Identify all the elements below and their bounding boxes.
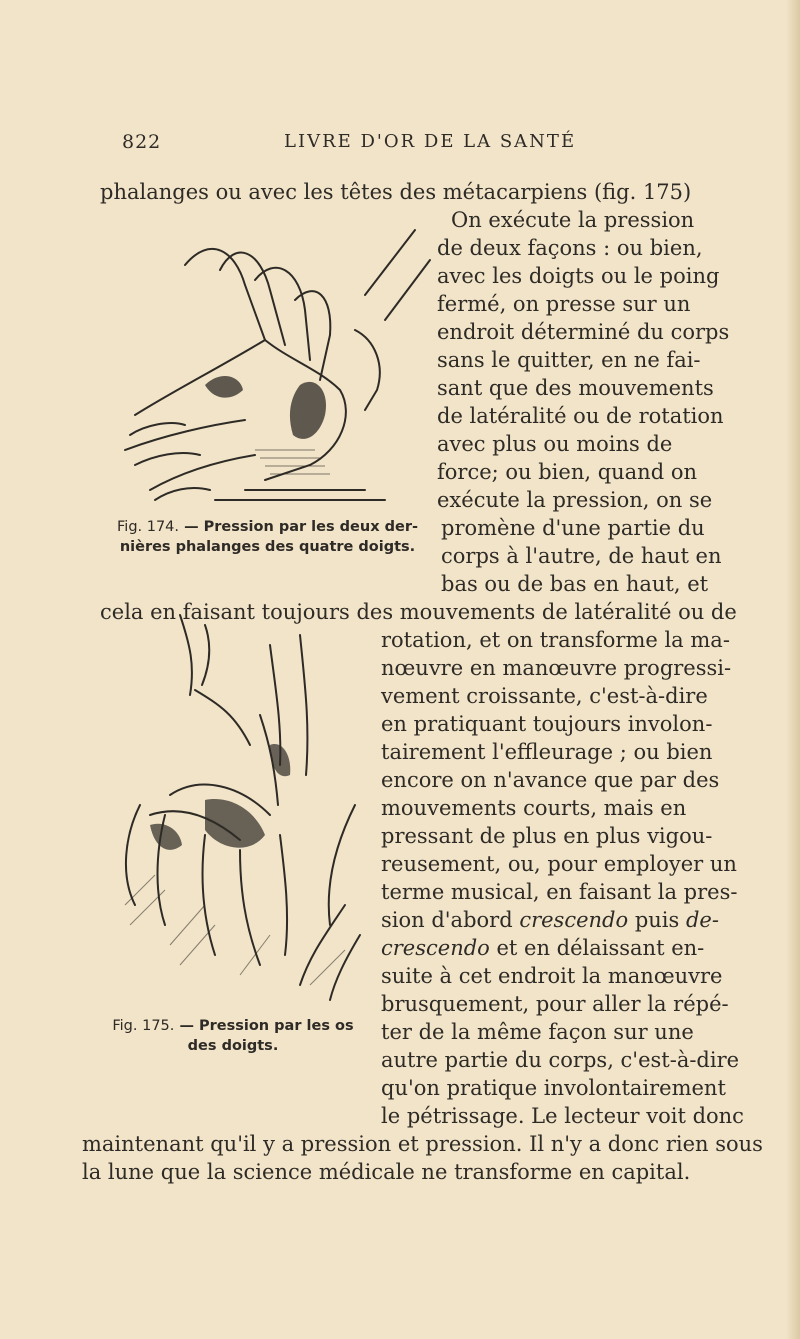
figure-174-caption [100, 517, 435, 557]
italic-crescendo-end: crescendo [381, 936, 490, 960]
text-line: de deux façons : ou bien, [437, 236, 703, 260]
text-line: bas ou de bas en haut, et [441, 572, 709, 596]
text-line: reusement, ou, pour employer un [381, 852, 737, 876]
text-line: cela en faisant toujours des mouvements de latéralité ou de [100, 600, 737, 624]
page-edge-shadow [786, 0, 800, 1339]
text-line: la lune que la science médicale ne transforme en capital. [82, 1160, 691, 1184]
running-title: LIVRE D'OR DE LA SANTÉ [284, 131, 577, 152]
text-segment: puis [628, 908, 686, 932]
text-line: force; ou bien, quand on [437, 460, 697, 484]
text-line: terme musical, en faisant la pres- [381, 880, 738, 904]
text-line: exécute la pression, on se [437, 488, 713, 512]
text-line: mouvements courts, mais en [381, 796, 687, 820]
text-line: ter de la même façon sur une [381, 1020, 694, 1044]
text-line: maintenant qu'il y a pression et pression. Il n'y a donc rien sous [82, 1132, 763, 1156]
text-line: pressant de plus en plus vigou- [381, 824, 713, 848]
text-line: le pétrissage. Le lecteur voit donc [381, 1104, 744, 1128]
text-line: sans le quitter, en ne fai- [437, 348, 701, 372]
text-line [381, 934, 704, 962]
figure-175-caption-line1: — Pression par les os [179, 1018, 354, 1034]
text-line: promène d'une partie du [441, 516, 705, 540]
italic-decrescendo-part: de- [685, 908, 719, 932]
figure-175-caption-line2: des doigts. [187, 1038, 279, 1054]
figure-175-label: Fig. 175. [112, 1018, 175, 1034]
text-line: vement croissante, c'est-à-dire [381, 684, 708, 708]
figure-174-caption-line1: — Pression par les deux der- [184, 519, 418, 535]
text-line: encore on n'avance que par des [381, 768, 720, 792]
text-line: nœuvre en manœuvre progressi- [381, 656, 732, 680]
text-line: endroit déterminé du corps [437, 320, 730, 344]
text-line: avec les doigts ou le poing [437, 264, 720, 288]
figure-175-caption [98, 1016, 368, 1056]
text-line: de latéralité ou de rotation [437, 404, 724, 428]
text-line: tairement l'effleurage ; ou bien [381, 740, 713, 764]
figure-174-illustration [115, 210, 435, 510]
page-header [0, 131, 800, 161]
text-line: On exécute la pression [451, 208, 695, 232]
text-line: avec plus ou moins de [437, 432, 673, 456]
text-line: rotation, et on transforme la ma- [381, 628, 730, 652]
italic-crescendo: crescendo [519, 908, 629, 932]
text-segment: et en délaissant en- [489, 936, 705, 960]
text-line: autre partie du corps, c'est-à-dire [381, 1048, 740, 1072]
text-line: brusquement, pour aller la répé- [381, 992, 729, 1016]
figure-175-illustration [110, 605, 370, 1005]
text-line: qu'on pratique involontairement [381, 1076, 726, 1100]
text-line: corps à l'autre, de haut en [441, 544, 722, 568]
page-number: 822 [122, 131, 162, 153]
text-line: suite à cet endroit la manœuvre [381, 964, 723, 988]
text-line: phalanges ou avec les têtes des métacarpiens (fig. 175) [100, 180, 692, 204]
figure-174-caption-line2: nières phalanges des quatre doigts. [119, 539, 416, 555]
text-line: fermé, on presse sur un [437, 292, 691, 316]
text-line [381, 906, 719, 934]
text-line: sant que des mouvements [437, 376, 714, 400]
text-line: en pratiquant toujours involon- [381, 712, 713, 736]
figure-174-label: Fig. 174. [117, 519, 180, 535]
text-segment: sion d'abord [381, 908, 520, 932]
